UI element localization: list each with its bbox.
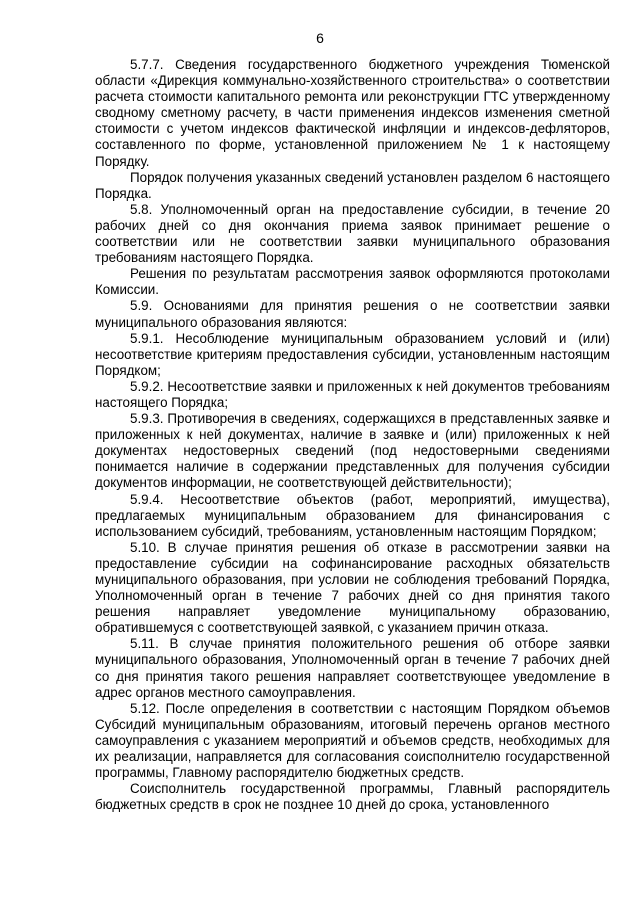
paragraph-5-9: 5.9. Основаниями для принятия решения о не соответствии заявки муниципального образования являются: <box>95 298 610 330</box>
paragraph-5-11: 5.11. В случае принятия положительного решения об отборе заявки муниципального образования, Уполномоченный орган в течение 7 рабочих дней со дня принятия такого решения направляет соответствующее уведомление в адрес органов местного самоуправления. <box>95 636 610 700</box>
paragraph-5-9-3: 5.9.3. Противоречия в сведениях, содержащихся в представленных заявке и приложенных к ней документах, наличие в заявке и (или) приложенных к ней документах недостоверных сведений (под недостоверными сведениями понимается наличие в содержании представленных для получения субсидии документов информации, не соответствующей действительности); <box>95 411 610 491</box>
paragraph-coexecutor: Соисполнитель государственной программы, Главный распорядитель бюджетных средств в срок не позднее 10 дней до срока, установленного <box>95 781 610 813</box>
paragraph-5-9-2: 5.9.2. Несоответствие заявки и приложенных к ней документов требованиям настоящего Порядка; <box>95 378 610 410</box>
paragraph-5-9-1: 5.9.1. Несоблюдение муниципальным образованием условий и (или) несоответствие критериям предоставления субсидии, установленным настоящим Порядком; <box>95 330 610 378</box>
paragraph-5-12: 5.12. После определения в соответствии с настоящим Порядком объемов Субсидий муниципальным образованиям, итоговый перечень органов местного самоуправления с указанием мероприятий и объемов средств, необходимых для их реализации, направляется для согласования соисполнителю государственной программы, Главному распорядителю бюджетных средств. <box>95 700 610 781</box>
document-body <box>95 57 610 813</box>
paragraph-5-8: 5.8. Уполномоченный орган на предоставление субсидии, в течение 20 рабочих дней со дня окончания приема заявок принимает решение о соответствии или не соответствии заявки муниципального образования требованиям настоящего Порядка. <box>95 201 610 266</box>
paragraph-5-7-7: 5.7.7. Сведения государственного бюджетного учреждения Тюменской области «Дирекция коммунально-хозяйственного строительства» о соответствии расчета стоимости капитального ремонта или реконструкции ГТС утвержденному сводному сметному расчету, в части применения индексов изменения сметной стоимости с учетом индексов фактической инфляции и индексов-дефляторов, составленного по форме, установленной приложением № 1 к настоящему Порядку. <box>95 57 610 169</box>
page-number: 6 <box>316 30 324 46</box>
paragraph-5-10: 5.10. В случае принятия решения об отказе в рассмотрении заявки на предоставление субсидии на софинансирование расходных обязательств муниципального образования, при условии не соблюдения требований Порядка, Уполномоченный орган в течение 7 рабочих дней со дня принятия такого решения направляет уведомление муниципальному образованию, обратившемуся с соответствующей заявкой, с указанием причин отказа. <box>95 539 610 636</box>
paragraph-5-9-4: 5.9.4. Несоответствие объектов (работ, мероприятий, имущества), предлагаемых муниципальным образованием для финансирования с использованием субсидий, требованиям, установленным настоящим Порядком; <box>95 491 610 539</box>
paragraph-info-procedure: Порядок получения указанных сведений установлен разделом 6 настоящего Порядка. <box>95 169 610 201</box>
paragraph-decisions: Решения по результатам рассмотрения заявок оформляются протоколами Комиссии. <box>95 266 610 298</box>
